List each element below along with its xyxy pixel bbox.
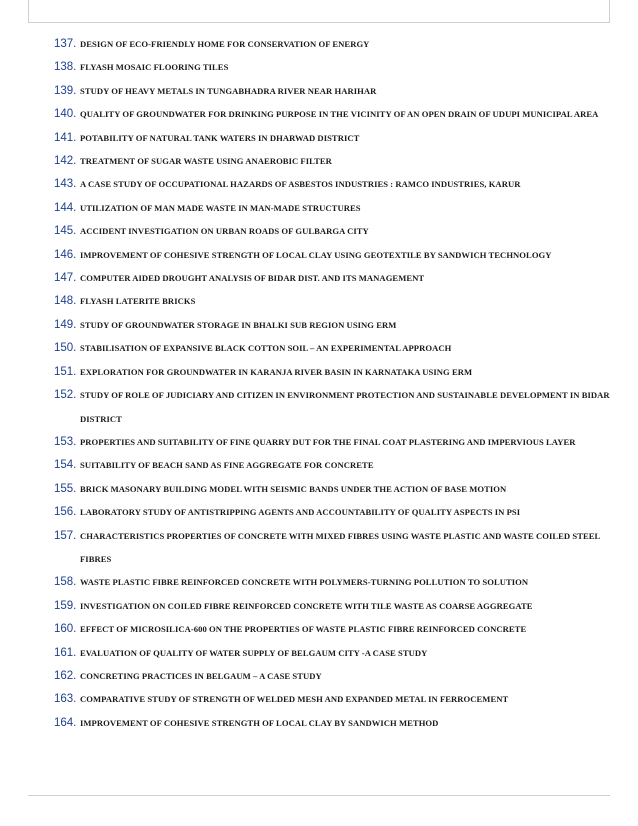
- list-item: [54, 337, 614, 360]
- item-title: UTILIZATION OF MAN MADE WASTE IN MAN-MADE STRUCTURES: [80, 202, 361, 213]
- item-title: POTABILITY OF NATURAL TANK WATERS IN DHARWAD DISTRICT: [80, 132, 360, 143]
- list-item: [54, 127, 614, 150]
- item-number: 148.: [54, 295, 77, 308]
- list-item: [54, 688, 614, 711]
- list-item: [54, 220, 614, 243]
- list-item: [54, 314, 614, 337]
- item-number: 160.: [54, 623, 77, 636]
- item-title: IMPROVEMENT OF COHESIVE STRENGTH OF LOCAL CLAY USING GEOTEXTILE BY SANDWICH TECHNOLOGY: [80, 249, 552, 260]
- header-left-rule: [28, 0, 29, 22]
- list-item: [54, 290, 614, 313]
- item-number: 151.: [54, 365, 77, 378]
- item-number: 162.: [54, 669, 77, 682]
- list-item: [54, 478, 614, 501]
- list-item: [54, 173, 614, 196]
- item-number: 158.: [54, 576, 77, 589]
- item-number: 139.: [54, 84, 77, 97]
- list-item: [54, 525, 614, 572]
- item-number: 137.: [54, 38, 77, 50]
- item-number: 156.: [54, 506, 77, 519]
- item-title: EVALUATION OF QUALITY OF WATER SUPPLY OF BELGAUM CITY -A CASE STUDY: [80, 647, 428, 658]
- list-item: [54, 80, 614, 103]
- list-item: [54, 571, 614, 594]
- item-title: FLYASH MOSAIC FLOORING TILES: [80, 62, 229, 73]
- list-item: [54, 642, 614, 665]
- item-title: CONCRETING PRACTICES IN BELGAUM – A CASE STUDY: [80, 670, 322, 681]
- item-title: FLYASH LATERITE BRICKS: [80, 296, 196, 307]
- item-number: 153.: [54, 435, 77, 448]
- list-item: [54, 501, 614, 524]
- list-item: [54, 595, 614, 618]
- list-item: [54, 384, 614, 431]
- item-title: DESIGN OF ECO-FRIENDLY HOME FOR CONSERVATION OF ENERGY: [80, 39, 370, 49]
- item-title: STUDY OF GROUNDWATER STORAGE IN BHALKI SUB REGION USING ERM: [80, 319, 397, 330]
- list-item: [54, 150, 614, 173]
- item-number: 154.: [54, 459, 77, 472]
- item-title: INVESTIGATION ON COILED FIBRE REINFORCED CONCRETE WITH TILE WASTE AS COARSE AGGREGATE: [80, 600, 533, 611]
- item-number: 140.: [54, 108, 77, 121]
- item-title: LABORATORY STUDY OF ANTISTRIPPING AGENTS AND ACCOUNTABILITY OF QUALITY ASPECTS IN PSI: [80, 507, 521, 518]
- item-number: 147.: [54, 272, 77, 285]
- list-item: [54, 197, 614, 220]
- item-title: A CASE STUDY OF OCCUPATIONAL HAZARDS OF ASBESTOS INDUSTRIES : RAMCO INDUSTRIES, KARUR: [80, 179, 521, 190]
- item-title: STUDY OF HEAVY METALS IN TUNGABHADRA RIVER NEAR HARIHAR: [80, 85, 377, 96]
- list-item: [54, 618, 614, 641]
- list-item: [54, 56, 614, 79]
- list-item: [54, 431, 614, 454]
- item-title: BRICK MASONARY BUILDING MODEL WITH SEISMIC BANDS UNDER THE ACTION OF BASE MOTION: [80, 483, 507, 494]
- item-title: COMPARATIVE STUDY OF STRENGTH OF WELDED MESH AND EXPANDED METAL IN FERROCEMENT: [80, 694, 509, 705]
- list-item: [54, 267, 614, 290]
- item-number: 150.: [54, 342, 77, 355]
- project-title-list: [54, 33, 614, 735]
- item-title: CHARACTERISTICS PROPERTIES OF CONCRETE WITH MIXED FIBRES USING WASTE PLASTIC AND WASTE COILED STEEL FIBRES: [80, 530, 600, 564]
- item-number: 164.: [54, 716, 77, 729]
- item-title: ACCIDENT INVESTIGATION ON URBAN ROADS OF GULBARGA CITY: [80, 226, 369, 237]
- item-number: 145.: [54, 225, 77, 238]
- footer-rule: [28, 795, 610, 796]
- list-item: [54, 665, 614, 688]
- item-number: 152.: [54, 389, 77, 402]
- item-number: 144.: [54, 201, 77, 214]
- item-number: 141.: [54, 131, 77, 144]
- item-number: 161.: [54, 646, 77, 659]
- item-title: PROPERTIES AND SUITABILITY OF FINE QUARRY DUT FOR THE FINAL COAT PLASTERING AND IMPERVIOUS LAYER: [80, 436, 576, 447]
- item-number: 138.: [54, 61, 77, 74]
- item-title: STABILISATION OF EXPANSIVE BLACK COTTON SOIL – AN EXPERIMENTAL APPROACH: [80, 343, 452, 354]
- item-number: 155.: [54, 482, 77, 495]
- list-item: [54, 244, 614, 267]
- item-number: 146.: [54, 248, 77, 261]
- item-title: STUDY OF ROLE OF JUDICIARY AND CITIZEN IN ENVIRONMENT PROTECTION AND SUSTAINABLE DEVELOPMENT IN BIDAR DISTRICT: [80, 390, 610, 424]
- item-title: EFFECT OF MICROSILICA-600 ON THE PROPERTIES OF WASTE PLASTIC FIBRE REINFORCED CONCRETE: [80, 624, 527, 635]
- list-item: [54, 712, 614, 735]
- list-item: [54, 103, 614, 126]
- item-title: EXPLORATION FOR GROUNDWATER IN KARANJA RIVER BASIN IN KARNATAKA USING ERM: [80, 366, 473, 377]
- item-title: SUITABILITY OF BEACH SAND AS FINE AGGREGATE FOR CONCRETE: [80, 460, 374, 471]
- item-number: 157.: [54, 529, 77, 542]
- list-item: [54, 33, 614, 56]
- header-right-rule: [609, 0, 610, 22]
- list-item: [54, 361, 614, 384]
- item-title: COMPUTER AIDED DROUGHT ANALYSIS OF BIDAR DIST. AND ITS MANAGEMENT: [80, 273, 425, 284]
- item-number: 143.: [54, 178, 77, 191]
- list-item: [54, 454, 614, 477]
- item-title: QUALITY OF GROUNDWATER FOR DRINKING PURPOSE IN THE VICINITY OF AN OPEN DRAIN OF UDUPI MUNICIPAL AREA: [80, 109, 599, 120]
- item-title: IMPROVEMENT OF COHESIVE STRENGTH OF LOCAL CLAY BY SANDWICH METHOD: [80, 717, 439, 728]
- item-number: 149.: [54, 318, 77, 331]
- item-number: 163.: [54, 693, 77, 706]
- header-rule: [28, 22, 610, 23]
- item-number: 159.: [54, 599, 77, 612]
- item-number: 142.: [54, 155, 77, 168]
- item-title: WASTE PLASTIC FIBRE REINFORCED CONCRETE WITH POLYMERS-TURNING POLLUTION TO SOLUTION: [80, 577, 529, 588]
- item-title: TREATMENT OF SUGAR WASTE USING ANAEROBIC FILTER: [80, 156, 332, 167]
